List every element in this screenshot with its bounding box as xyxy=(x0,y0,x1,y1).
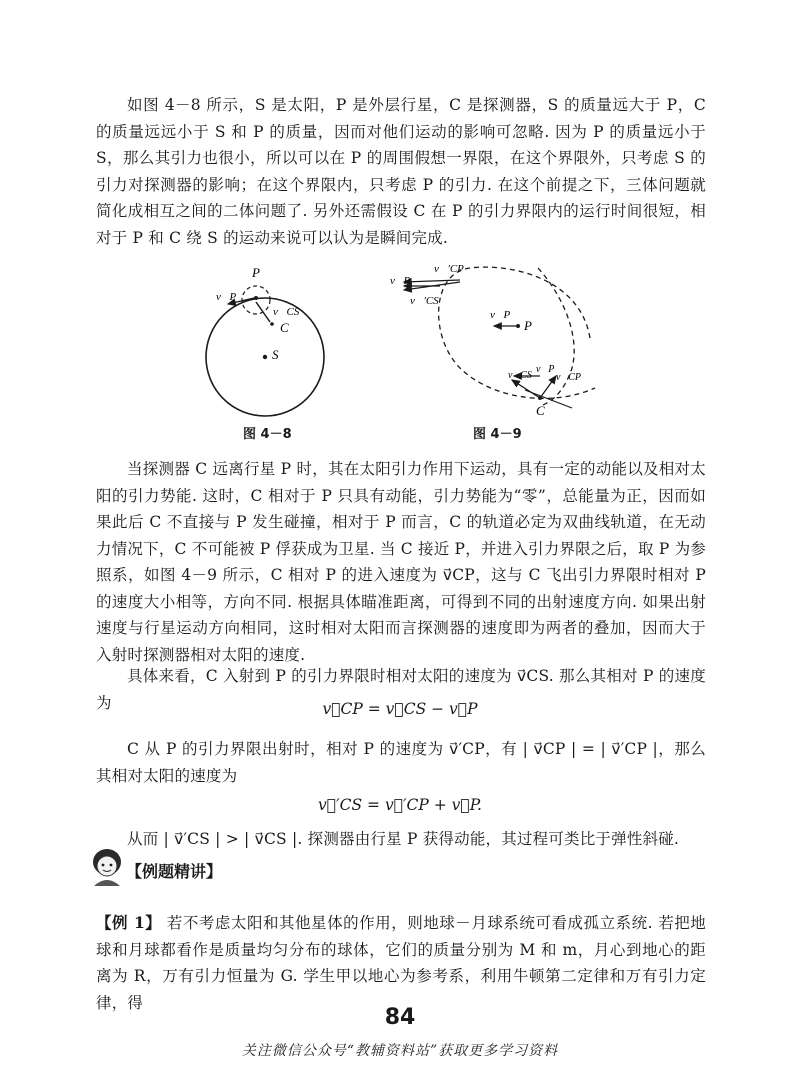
conclusion-paragraph: 从而 | v⃗′CS | > | v⃗CS |. 探测器由行星 P 获得动能，其过程可类比于弹性斜碰. xyxy=(127,830,680,848)
figure-4-8 xyxy=(190,262,340,437)
label-vCP-prime: v⃗′CP xyxy=(434,263,464,275)
label-C: C xyxy=(536,403,545,418)
equation-vCP: v⃗CP = v⃗CS − v⃗P xyxy=(322,700,478,718)
page-number: 84 xyxy=(384,1005,416,1030)
section-title: 【例题精讲】 xyxy=(126,862,223,881)
entry-velocity-paragraph: 具体来看，C 入射到 P 的引力界限时相对太阳的速度为 v⃗CS. 那么其相对 P 的速度为 xyxy=(96,667,706,712)
analysis-paragraph: 当探测器 C 远离行星 P 时，其在太阳引力作用下运动，具有一定的动能以及相对太阳的引力势能. 这时，C 相对于 P 只具有动能，引力势能为“零”，总能量为正，因而如果此后 C 不直接与 P 发生碰撞，相对于 P 而言，C 的轨道必定为双曲线轨道，在无动力情况下，C 不可能被 P 俘获成为卫星. 当 C 接近 P，并进入引力界限之后，取 P 为参照系，如图 4－9 所示，C 相对 P 的进入速度为 v⃗CP，这与 C 飞出引力界限时相对 P 的速度大小相等，方向不同. 根据具体瞄准距离，可得到不同的出射速度方向. 如果出射速度与行星运动方向相同，这时相对太阳而言探测器的速度即为两者的叠加，因而大于入射时探测器相对太阳的速度. xyxy=(96,460,706,664)
equation-vCS-prime: v⃗′CS = v⃗′CP + v⃗P. xyxy=(318,796,482,814)
label-S: S xyxy=(272,347,279,362)
figure-4-8-caption: 图 4－8 xyxy=(243,427,292,442)
student-avatar-icon xyxy=(90,848,124,888)
planet-p-dot xyxy=(516,324,520,328)
label-P: P xyxy=(252,265,260,280)
example-1-paragraph xyxy=(96,910,706,1016)
label-P: P xyxy=(524,318,532,333)
label-vCS: v⃗CS xyxy=(273,306,300,318)
probe-path-line xyxy=(256,302,270,322)
exit-vCP-prime xyxy=(404,280,460,282)
label-vP-mid: v⃗P xyxy=(490,309,511,321)
planet-p-dot xyxy=(254,296,258,300)
label-vP-top: v⃗P xyxy=(390,275,411,287)
footer-note: 关注微信公众号“教辅资料站”获取更多学习资料 xyxy=(241,1043,559,1059)
entry-vCP xyxy=(540,376,556,398)
label-C: C xyxy=(280,320,289,335)
sun-s-dot xyxy=(263,355,267,359)
probe-c-dot xyxy=(270,322,274,326)
entry-path-line xyxy=(525,390,572,408)
label-vP: v⃗P xyxy=(216,291,237,303)
exit-velocity-paragraph: C 从 P 的引力界限出射时，相对 P 的速度为 v⃗′CP，有 | v⃗CP | = | v⃗′CP |，那么其相对太阳的速度为 xyxy=(96,740,706,785)
label-vCS-prime: v⃗′CS xyxy=(410,295,439,307)
hyperbolic-trajectory xyxy=(538,268,574,406)
label-vCS: v⃗CS xyxy=(508,370,532,381)
figure-4-9-caption: 图 4－9 xyxy=(473,427,522,442)
example-1-text: 若不考虑太阳和其他星体的作用，则地球－月球系统可看成孤立系统. 若把地球和月球都看作是质量均匀分布的球体，它们的质量分别为 M 和 m，月心到地心的距离为 R，万有引力恒量为 G. 学生甲以地心为参考系，利用牛顿第二定律和万有引力定律，得 xyxy=(96,914,706,1012)
intro-paragraph: 如图 4－8 所示，S 是太阳，P 是外层行星，C 是探测器，S 的质量远大于 P，C 的质量远远小于 S 和 P 的质量，因而对他们运动的影响可忽略. 因为 P 的质量远小于 S，那么其引力也很小，所以可以在 P 的周围假想一界限，在这个界限外，只考虑 S 的引力对探测器的影响；在这个界限内，只考虑 P 的引力. 在这个前提之下，三体问题就简化成相互之间的二体问题了. 另外还需假设 C 在 P 的引力界限内的运行时间很短，相对于 P 和 C 绕 S 的运动来说可以认为是瞬间完成. xyxy=(96,96,706,247)
label-vP-bot: v⃗P xyxy=(536,364,555,375)
label-vCP: v⃗CP xyxy=(556,372,581,383)
figure-4-9 xyxy=(390,258,610,418)
example-tag: 【例 1】 xyxy=(96,913,162,932)
